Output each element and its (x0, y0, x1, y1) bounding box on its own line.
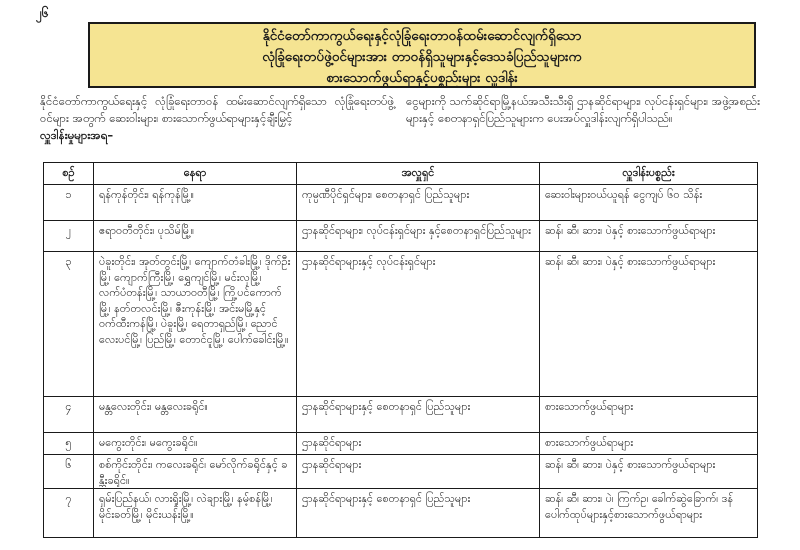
row-items: ဆန်၊ ဆီ၊ ဆား၊ ပဲနှင့် စားသောက်ဖွယ်ရာများ (540, 455, 758, 489)
row-donor: ဌာနဆိုင်ရာများ (297, 455, 540, 489)
table-row (44, 252, 758, 397)
row-donor: ကုမ္ပဏီပိုင်ရှင်များ၊ စေတနာရှင် ပြည်သူများ (297, 185, 540, 221)
row-place: မန္တလေးတိုင်း၊ မန္တလေးခရိုင်။ (94, 397, 297, 433)
row-donor: ဌာနဆိုင်ရာများနှင့် စေတနာရှင် ပြည်သူများ (297, 489, 540, 538)
donation-table (43, 162, 758, 538)
row-no: ၄ (44, 397, 94, 433)
row-no: ၃ (44, 252, 94, 397)
intro-left-bold-line: လှူဒါန်းမှုများအရ– (40, 128, 114, 142)
row-place: ပဲခူးတိုင်း၊ အုတ်တွင်းမြို့၊ ကျောက်တံခါးမြို့၊ ဒိုက်ဦးမြို့၊ ကျောက်ကြီးမြို့၊ ရွှေကျင်မြို့၊ မင်းလှမြို့၊ လက်ပံတန်းမြို့၊ သာယာဝတီမြို့၊ ကြို့ပင်ကောက်မြို့၊ နတ်တလင်းမြို့၊ ဇီးကုန်းမြို့၊ အင်းမမြို့နှင့် ဝက်ထီးကန်မြို့၊ ပဲခူးမြို့၊ ရေတာရှည်မြို့၊ ညောင်လေးပင်မြို့၊ ပြည်မြို့၊ တောင်ငူမြို့၊ ပေါက်ခေါင်းမြို့။ (94, 252, 297, 397)
row-donor: ဌာနဆိုင်ရာများနှင့် လုပ်ငန်းရှင်များ (297, 252, 540, 397)
row-place: ရန်ကုန်တိုင်း၊ ရန်ကုန်မြို့။ (94, 185, 297, 221)
article-title-box (88, 22, 756, 88)
row-no: ၂ (44, 221, 94, 252)
row-donor: ဌာနဆိုင်ရာများနှင့် စေတနာရှင် ပြည်သူများ (297, 397, 540, 433)
row-no: ၁ (44, 185, 94, 221)
row-place: ဧရာဝတီတိုင်း၊ ပုသိမ်မြို့။ (94, 221, 297, 252)
intro-left-text: နိုင်ငံတော်ကာကွယ်ရေးနှင့် လုံခြုံရေးတာဝန် ထမ်းဆောင်လျက်ရှိသော လုံခြုံရေးတပ်ဖွဲ့ဝင်များ အတွက် ဆေးဝါးများ၊ စားသောက်ဖွယ်ရာများနှင့်ချီးမြှင့် (40, 94, 394, 125)
title-line-2: လုံခြုံရေးတပ်ဖွဲ့ဝင်များအား တာဝန်ရှိသူများနှင့်ဒေသခံပြည်သူများက (262, 49, 582, 65)
title-line-1: နိုင်ငံတော်ကာကွယ်ရေးနှင့်လုံခြုံရေးတာဝန်ထမ်းဆောင်လျက်ရှိသော (262, 28, 582, 44)
row-donor: ဌာနဆိုင်ရာများ၊ လုပ်ငန်းရှင်များ နှင့်စေတနာရှင်ပြည်သူများ (297, 221, 540, 252)
row-no: ၇ (44, 489, 94, 538)
header-place: နေရာ (94, 163, 297, 185)
row-no: ၆ (44, 455, 94, 489)
table-row (44, 433, 758, 455)
row-place: စစ်ကိုင်းတိုင်း၊ ကလေးခရိုင်၊ မော်လိုက်ခရိုင်နှင့် ခန္တီးခရိုင်။ (94, 455, 297, 489)
row-items: စားသောက်ဖွယ်ရာများ (540, 397, 758, 433)
row-donor: ဌာနဆိုင်ရာများ (297, 433, 540, 455)
table-row (44, 489, 758, 538)
intro-paragraph (40, 93, 760, 161)
row-items: ဆန်၊ ဆီ၊ ဆား၊ ပဲနှင့် စားသောက်ဖွယ်ရာများ (540, 252, 758, 397)
row-place: မကွေးတိုင်း၊ မကွေးခရိုင်။ (94, 433, 297, 455)
table-header-row (44, 163, 758, 185)
table-row (44, 455, 758, 489)
row-items: စားသောက်ဖွယ်ရာများ (540, 433, 758, 455)
intro-right-text: ငွေများကို သက်ဆိုင်ရာမြို့နယ်အသီးသီးရှိ ဌာနဆိုင်ရာများ၊ လုပ်ငန်းရှင်များ၊ အဖွဲ့အစည်းများနှင့် စေတနာရှင်ပြည်သူများက ပေးအပ်လှူဒါန်းလျက်ရှိပါသည်။ (406, 94, 760, 125)
header-donor: အလှူရှင် (297, 163, 540, 185)
row-items: ဆေးဝါးများဝယ်ယူရန် ငွေကျပ် ၆၀ သိန်း (540, 185, 758, 221)
row-items: ဆန်၊ ဆီ၊ ဆား၊ ပဲ၊ ကြက်ဥ၊ ခေါက်ဆွဲခြောက်၊ ဒန်ပေါက်ထုပ်များနှင့်စားသောက်ဖွယ်ရာများ (540, 489, 758, 538)
intro-right-column (406, 93, 760, 161)
header-items: လှူဒါန်းပစ္စည်း (540, 163, 758, 185)
row-place: ရှမ်းပြည်နယ်၊ လားရှိုးမြို့၊ လဲချားမြို့၊ နမ့်စန်မြို့၊ မိုင်းခတ်မြို့၊ မိုင်းယန်းမြို့။ (94, 489, 297, 538)
intro-left-column (40, 93, 394, 161)
table-row (44, 397, 758, 433)
row-no: ၅ (44, 433, 94, 455)
page-number: ၂၆ (36, 6, 49, 20)
header-no: စဉ် (44, 163, 94, 185)
title-line-3: စားသောက်ဖွယ်ရာနှင့်ပစ္စည်းများ လှူဒါန်း (326, 70, 518, 86)
row-items: ဆန်၊ ဆီ၊ ဆား၊ ပဲနှင့် စားသောက်ဖွယ်ရာများ (540, 221, 758, 252)
table-row (44, 221, 758, 252)
table-row (44, 185, 758, 221)
